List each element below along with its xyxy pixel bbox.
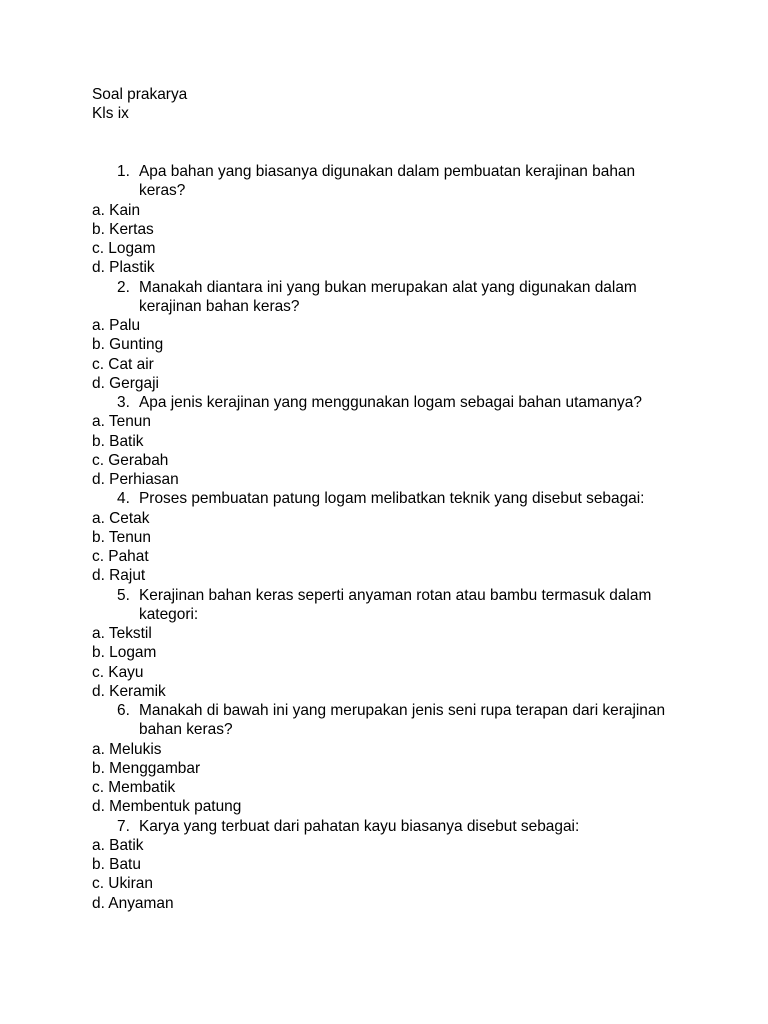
question-5-option-c: c. Kayu	[92, 663, 144, 681]
question-6-number: 6.	[117, 702, 130, 719]
class-label: Kls ix	[92, 105, 129, 123]
question-3-number: 3.	[117, 394, 130, 411]
question-2-option-b: b. Gunting	[92, 336, 164, 354]
question-1-option-a: a. Kain	[92, 201, 141, 219]
question-6	[117, 701, 676, 740]
question-4-option-d: d. Rajut	[92, 567, 146, 585]
question-1-option-c: c. Logam	[92, 240, 156, 257]
question-2-option-d: d. Gergaji	[92, 374, 159, 392]
question-6-option-a: a. Melukis	[92, 740, 162, 758]
question-3-option-b: b. Batik	[92, 432, 144, 450]
question-6-option-b: b. Menggambar	[92, 759, 201, 777]
question-5	[117, 586, 676, 625]
question-7-option-b: b. Batu	[92, 856, 141, 873]
question-4	[117, 489, 676, 508]
question-1-option-d: d. Plastik	[92, 259, 155, 277]
question-3	[117, 393, 676, 412]
question-5-text: Kerajinan bahan keras seperti anyaman rotan atau bambu termasuk dalam kategori:	[139, 586, 652, 623]
question-4-number: 4.	[117, 490, 130, 508]
question-3-option-d: d. Perhiasan	[92, 471, 179, 488]
question-2-option-a: a. Palu	[92, 317, 141, 334]
question-1-option-b: b. Kertas	[92, 220, 154, 238]
question-2	[117, 278, 676, 317]
question-4-text: Proses pembuatan patung logam melibatkan teknik yang disebut sebagai:	[139, 490, 645, 508]
question-5-option-b: b. Logam	[92, 644, 157, 662]
question-5-option-d: d. Keramik	[92, 682, 166, 700]
question-5-option-a: a. Tekstil	[92, 625, 152, 642]
question-3-option-c: c. Gerabah	[92, 451, 169, 469]
question-3-text: Apa jenis kerajinan yang menggunakan logam sebagai bahan utamanya?	[139, 394, 642, 411]
question-7-option-a: a. Batik	[92, 836, 144, 854]
question-1-number: 1.	[117, 163, 130, 180]
question-1	[117, 162, 676, 201]
question-2-option-c: c. Cat air	[92, 355, 154, 373]
document-header	[92, 85, 676, 124]
question-2-number: 2.	[117, 278, 130, 296]
question-6-option-d: d. Membentuk patung	[92, 798, 242, 816]
question-6-text: Manakah di bawah ini yang merupakan jenis seni rupa terapan dari kerajinan bahan keras?	[139, 702, 666, 739]
question-3-option-a: a. Tenun	[92, 413, 151, 431]
question-4-option-b: b. Tenun	[92, 528, 151, 546]
document-title: Soal prakarya	[92, 86, 188, 103]
question-7	[117, 817, 676, 836]
question-4-option-a: a. Cetak	[92, 509, 150, 527]
question-7-number: 7.	[117, 817, 130, 835]
question-5-number: 5.	[117, 586, 130, 604]
question-2-text: Manakah diantara ini yang bukan merupakan alat yang digunakan dalam kerajinan bahan keras?	[139, 278, 637, 315]
question-6-option-c: c. Membatik	[92, 779, 176, 796]
question-4-option-c: c. Pahat	[92, 548, 149, 565]
question-7-option-c: c. Ukiran	[92, 875, 153, 893]
question-1-text: Apa bahan yang biasanya digunakan dalam pembuatan kerajinan bahan keras?	[139, 163, 636, 200]
question-7-option-d: d. Anyaman	[92, 894, 174, 912]
question-7-text: Karya yang terbuat dari pahatan kayu biasanya disebut sebagai:	[139, 817, 580, 835]
